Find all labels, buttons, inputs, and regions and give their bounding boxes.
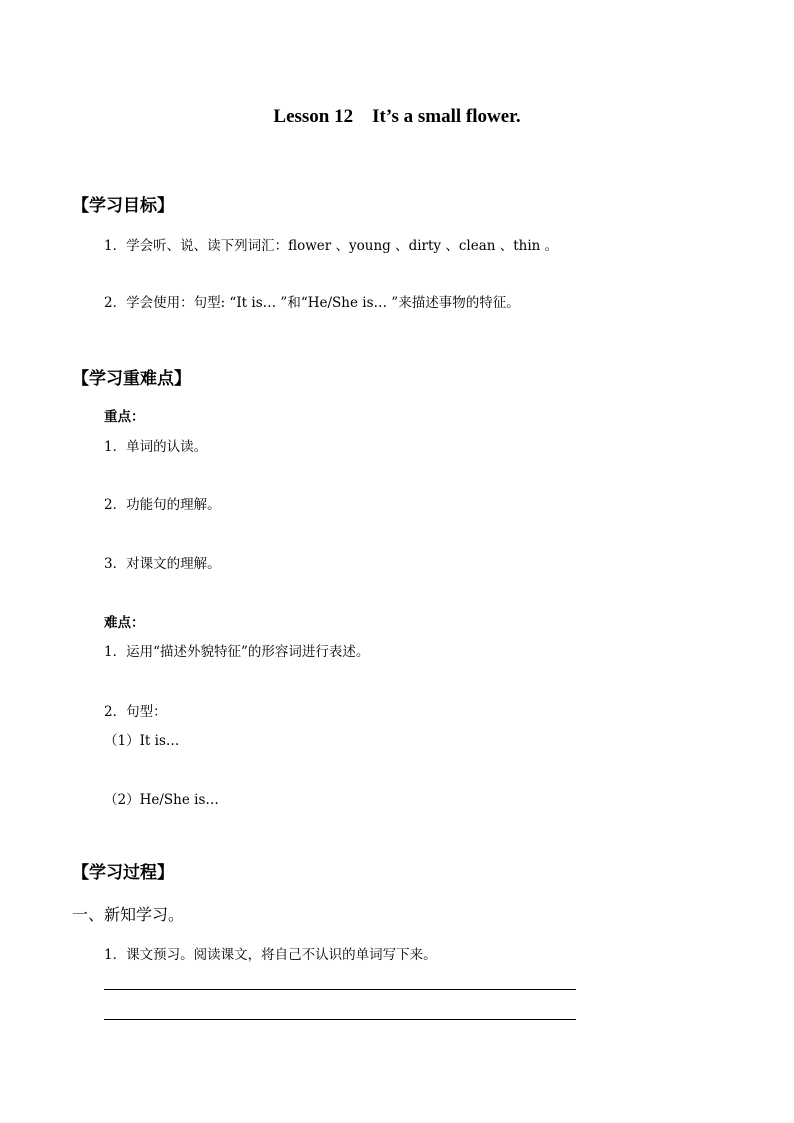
focus-item-1: 1．单词的认读。 [104, 439, 208, 455]
keypoints-heading: 【学习重难点】 [72, 369, 191, 389]
goals-heading: 【学习目标】 [72, 196, 174, 216]
pattern-item-2: （2）He/She is… [104, 792, 219, 808]
process-heading: 【学习过程】 [72, 863, 174, 883]
answer-line-1 [104, 989, 576, 990]
difficulty-item-1: 1．运用“描述外貌特征”的形容词进行表述。 [104, 644, 370, 660]
difficulty-item-2: 2．句型： [104, 704, 167, 720]
part-one-heading: 一、新知学习。 [72, 905, 185, 924]
answer-line-2 [104, 1019, 576, 1020]
difficulty-label: 难点： [104, 615, 145, 631]
goal-item-1: 1．学会听、说、读下列词汇：flower 、young 、dirty 、clean 、thin 。 [104, 238, 559, 254]
focus-item-3: 3．对课文的理解。 [104, 556, 221, 572]
task-1-text: 1．课文预习。阅读课文，将自己不认识的单词写下来。 [104, 947, 437, 963]
focus-label: 重点： [104, 409, 145, 425]
pattern-item-1: （1）It is… [104, 733, 180, 749]
lesson-title: Lesson 12 It’s a small flower. [273, 106, 521, 127]
focus-item-2: 2．功能句的理解。 [104, 497, 221, 513]
goal-item-2: 2．学会使用：句型: “It is… ”和“He/She is… ”来描述事物的特征。 [104, 295, 520, 311]
